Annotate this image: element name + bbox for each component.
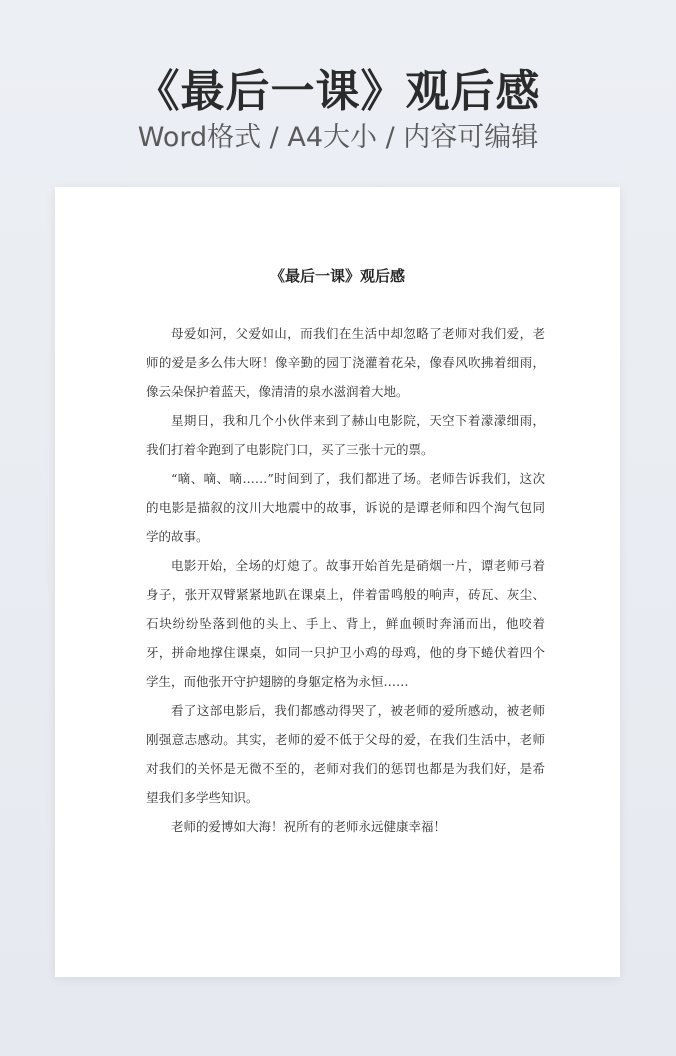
promo-title: 《最后一课》观后感 — [135, 66, 541, 117]
document-page — [55, 187, 620, 977]
document-paragraph: “嘀、嘀、嘀……”时间到了，我们都进了场。老师告诉我们，这次的电影是描叙的汶川大地震中的故事，诉说的是谭老师和四个淘气包同学的故事。 — [146, 471, 545, 544]
document-paragraph: 星期日，我和几个小伙伴来到了赫山电影院，天空下着濛濛细雨，我们打着伞跑到了电影院门口，买了三张十元的票。 — [146, 413, 545, 457]
promo-subtitle: Word格式 / A4大小 / 内容可编辑 — [137, 122, 539, 153]
document-title: 《最后一课》观后感 — [269, 267, 405, 285]
document-paragraph: 母爱如河，父爱如山，而我们在生活中却忽略了老师对我们爱，老师的爱是多么伟大呀！像辛勤的园丁浇灌着花朵，像春风吹拂着细雨，像云朵保护着蓝天，像清清的泉水滋润着大地。 — [146, 326, 545, 399]
document-paragraph: 老师的爱博如大海！祝所有的老师永远健康幸福！ — [171, 819, 447, 834]
document-paragraph: 看了这部电影后，我们都感动得哭了，被老师的爱所感动，被老师刚强意志感动。其实，老师的爱不低于父母的爱，在我们生活中，老师对我们的关怀是无微不至的，老师对我们的惩罚也都是为我们好，是希望我们多学些知识。 — [146, 703, 545, 805]
document-body — [146, 319, 545, 841]
document-paragraph: 电影开始，全场的灯熄了。故事开始首先是硝烟一片，谭老师弓着身子，张开双臂紧紧地趴在课桌上，伴着雷鸣般的响声，砖瓦、灰尘、石块纷纷坠落到他的头上、手上、背上，鲜血顿时奔涌而出，他咬着牙，拼命地撑住课桌，如同一只护卫小鸡的母鸡，他的身下蜷伏着四个学生，而他张开守护翅膀的身躯定格为永恒…… — [146, 558, 545, 689]
